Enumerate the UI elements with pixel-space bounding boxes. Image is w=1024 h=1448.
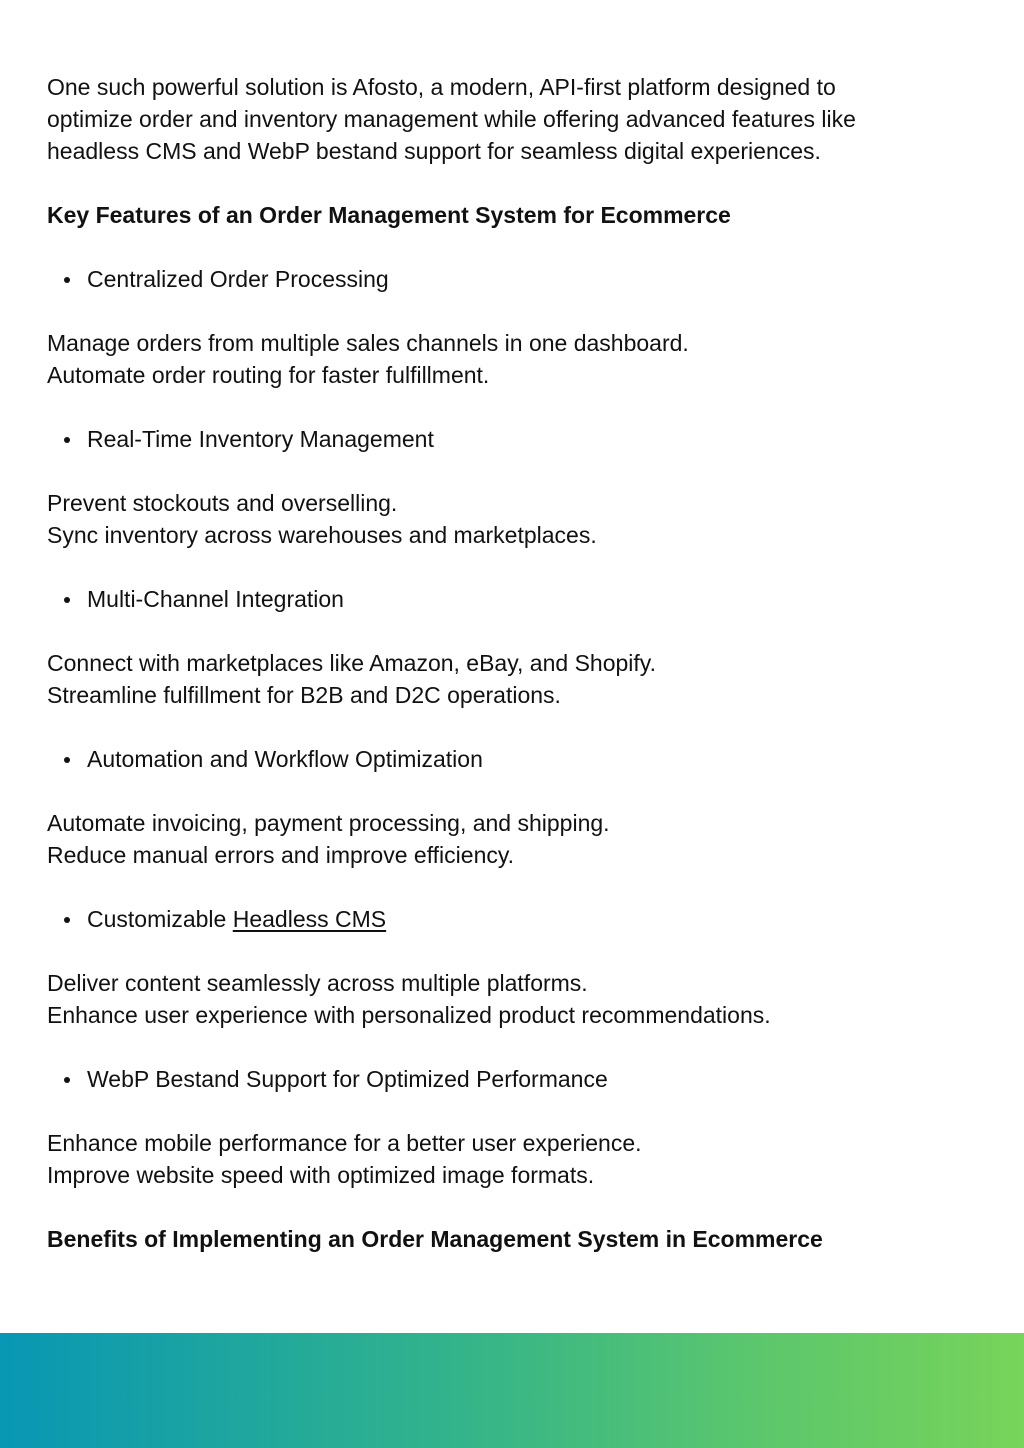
- feature-point: Automate order routing for faster fulfillment.: [47, 362, 490, 388]
- feature-list-3: [47, 583, 987, 615]
- document-body: [47, 71, 987, 1255]
- feature-point: Sync inventory across warehouses and marketplaces.: [47, 522, 597, 548]
- intro-line-2: optimize order and inventory management while offering advanced features like: [47, 106, 856, 132]
- feature-point: Deliver content seamlessly across multiple platforms.: [47, 970, 588, 996]
- feature-point: Enhance user experience with personalized product recommendations.: [47, 1002, 771, 1028]
- feature-point: Reduce manual errors and improve efficiency.: [47, 842, 515, 868]
- benefits-heading: Benefits of Implementing an Order Management System in Ecommerce: [47, 1226, 823, 1252]
- feature-point: Manage orders from multiple sales channels in one dashboard.: [47, 330, 689, 356]
- feature-title-real-time-inventory: Real-Time Inventory Management: [87, 423, 987, 455]
- feature-point: Connect with marketplaces like Amazon, eBay, and Shopify.: [47, 650, 656, 676]
- feature-point: Enhance mobile performance for a better user experience.: [47, 1130, 642, 1156]
- features-heading: Key Features of an Order Management System for Ecommerce: [47, 202, 731, 228]
- feature-list-1: [47, 263, 987, 295]
- feature-point: Automate invoicing, payment processing, and shipping.: [47, 810, 610, 836]
- feature-title-headless-cms: [87, 903, 987, 935]
- intro-line-1: One such powerful solution is Afosto, a modern, API-first platform designed to: [47, 74, 836, 100]
- feature-list-2: [47, 423, 987, 455]
- feature-title-prefix: Customizable: [87, 906, 233, 932]
- footer-gradient-band: [0, 1333, 1024, 1448]
- feature-list-4: [47, 743, 987, 775]
- feature-list-5: [47, 903, 987, 935]
- feature-point: Prevent stockouts and overselling.: [47, 490, 398, 516]
- feature-list-6: [47, 1063, 987, 1095]
- feature-title-centralized-order-processing: Centralized Order Processing: [87, 263, 987, 295]
- intro-line-3: headless CMS and WebP bestand support for seamless digital experiences.: [47, 138, 821, 164]
- feature-point: Improve website speed with optimized image formats.: [47, 1162, 595, 1188]
- headless-cms-link[interactable]: Headless CMS: [232, 906, 387, 932]
- feature-title-automation: Automation and Workflow Optimization: [87, 743, 987, 775]
- feature-point: Streamline fulfillment for B2B and D2C operations.: [47, 682, 561, 708]
- feature-title-multi-channel: Multi-Channel Integration: [87, 583, 987, 615]
- feature-title-webp-support: WebP Bestand Support for Optimized Performance: [87, 1063, 987, 1095]
